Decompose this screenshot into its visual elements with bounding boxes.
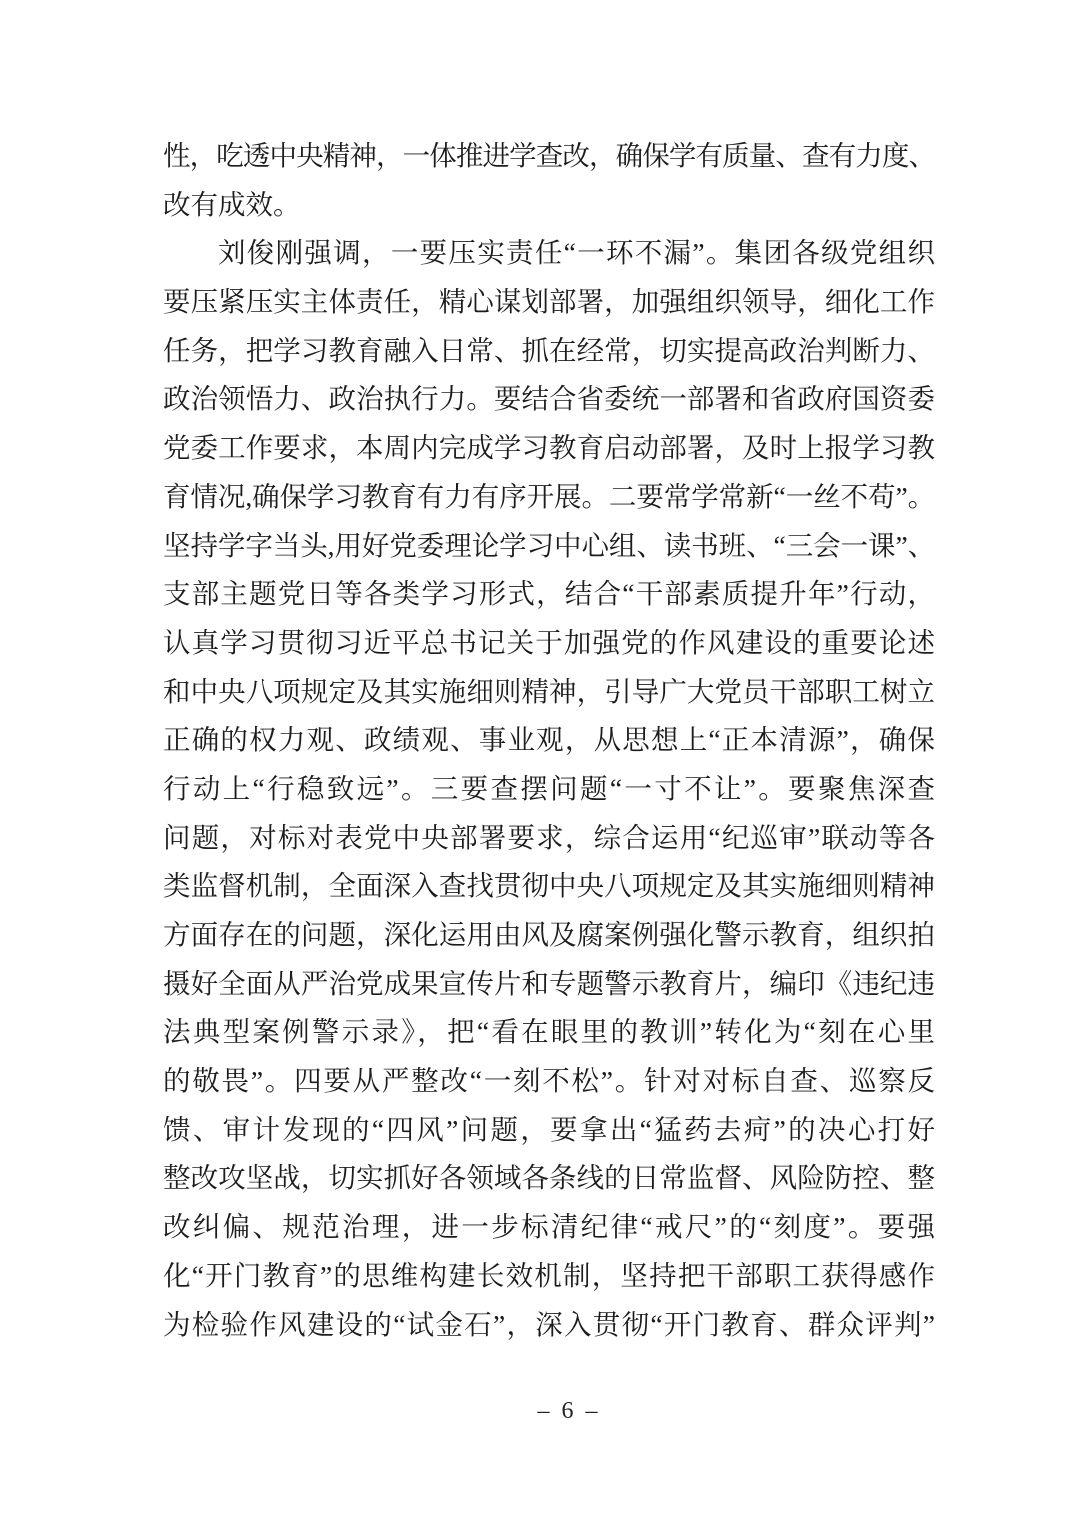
page-number: – 6 – (537, 1398, 601, 1424)
text-line: 坚持学字当头,用好党委理论学习中心组、读书班、“三会一课”、 (163, 529, 935, 561)
text-line: 改有成效。 (163, 188, 301, 220)
text-line: 育情况,确保学习教育有力有序开展。二要常学常新“一丝不苟”。 (163, 480, 935, 512)
text-line: 问题，对标对表党中央部署要求，综合运用“纪巡审”联动等各 (163, 821, 935, 853)
text-line: 馈、审计发现的“四风”问题，要拿出“猛药去疴”的决心打好 (163, 1113, 935, 1145)
text-line: 为检验作风建设的“试金石”，深入贯彻“开门教育、群众评判” (163, 1308, 935, 1340)
text-line: 的敬畏”。四要从严整改“一刻不松”。针对对标自查、巡察反 (163, 1065, 935, 1097)
text-line: 和中央八项规定及其实施细则精神，引导广大党员干部职工树立 (163, 675, 935, 707)
text-line: 行动上“行稳致远”。三要查摆问题“一寸不让”。要聚焦深查 (163, 772, 935, 804)
text-line: 支部主题党日等各类学习形式，结合“干部素质提升年”行动， (163, 578, 935, 610)
text-line: 改纠偏、规范治理，进一步标清纪律“戒尺”的“刻度”。要强 (163, 1211, 935, 1243)
text-line: 认真学习贯彻习近平总书记关于加强党的作风建设的重要论述 (163, 626, 935, 658)
text-line: 任务，把学习教育融入日常、抓在经常，切实提高政治判断力、 (163, 334, 935, 366)
page-footer (183, 1396, 955, 1426)
text-line: 类监督机制，全面深入查找贯彻中央八项规定及其实施细则精神 (163, 870, 935, 902)
text-line: 性，吃透中央精神，一体推进学查改，确保学有质量、查有力度、 (163, 140, 935, 171)
text-line: 要压紧压实主体责任，精心谋划部署，加强组织领导，细化工作 (163, 286, 935, 318)
text-line: 党委工作要求，本周内完成学习教育启动部署，及时上报学习教 (163, 432, 935, 464)
text-line: 刘俊刚强调，一要压实责任“一环不漏”。集团各级党组织 (218, 237, 935, 269)
text-line: 法典型案例警示录》，把“看在眼里的教训”转化为“刻在心里 (163, 1016, 935, 1048)
text-line: 摄好全面从严治党成果宣传片和专题警示教育片，编印《违纪违 (163, 967, 935, 999)
text-line: 整改攻坚战，切实抓好各领域各条线的日常监督、风险防控、整 (163, 1162, 935, 1194)
text-line: 化“开门教育”的思维构建长效机制，坚持把干部职工获得感作 (163, 1259, 935, 1291)
text-line: 政治领悟力、政治执行力。要结合省委统一部署和省政府国资委 (163, 383, 935, 415)
text-line: 正确的权力观、政绩观、事业观，从思想上“正本清源”，确保 (163, 724, 935, 756)
text-line: 方面存在的问题，深化运用由风及腐案例强化警示教育，组织拍 (163, 919, 935, 950)
document-body (163, 132, 935, 1349)
